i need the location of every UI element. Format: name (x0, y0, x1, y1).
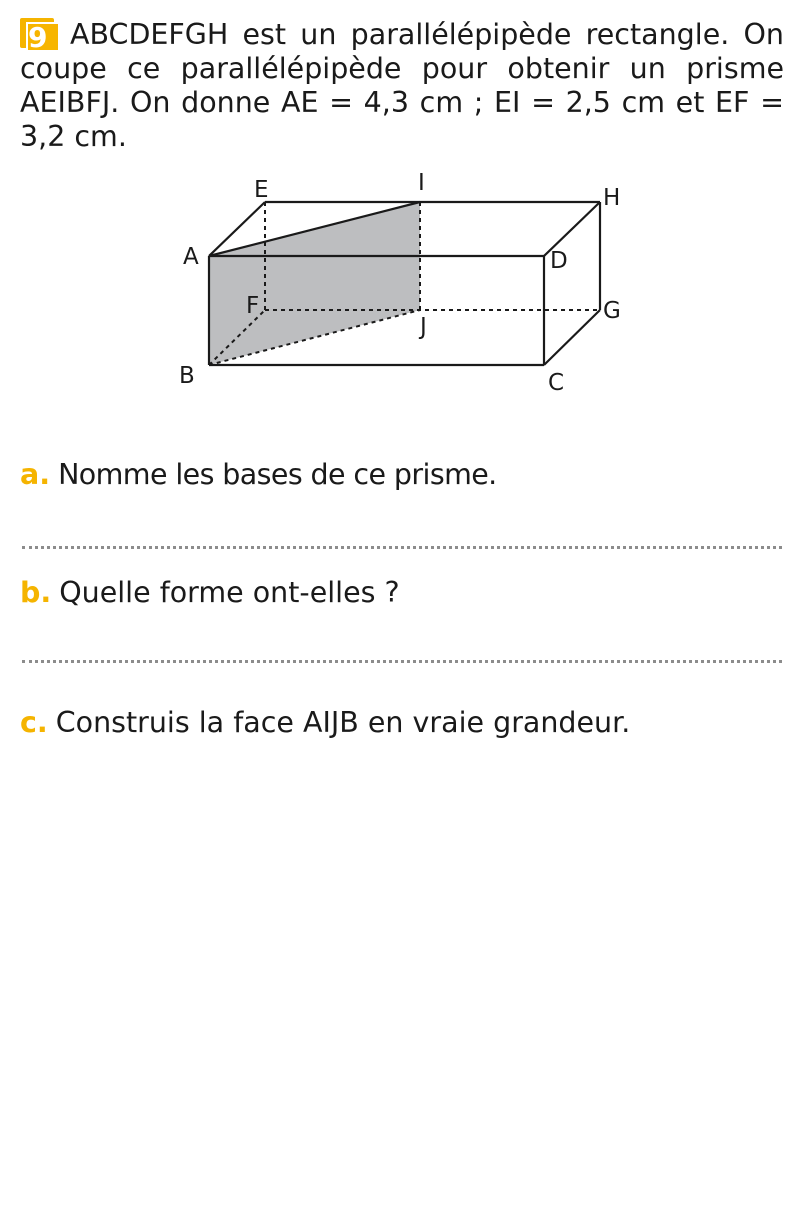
exercise-statement-text: ABCDEFGH est un parallélépipède rectangle. On coupe ce parallélépipède pour obtenir un prisme AEIBFJ. On donne AE = 4,3 cm ; EI = 2,5 cm et EF = 3,2 cm. (20, 18, 784, 153)
label-J: J (420, 314, 427, 340)
label-I: I (418, 170, 425, 196)
label-A: A (183, 244, 199, 270)
question-a-text: Nomme les bases de ce prisme. (58, 458, 497, 491)
label-G: G (603, 298, 621, 324)
label-E: E (254, 177, 269, 203)
question-b (20, 576, 400, 610)
question-c-text: Construis la face AIJB en vraie grandeur. (55, 706, 631, 739)
edge-CG (544, 310, 600, 365)
question-c (20, 706, 630, 740)
answer-line-b[interactable] (22, 660, 782, 663)
prism-figure (0, 0, 803, 420)
label-B: B (179, 363, 195, 389)
answer-line-a[interactable] (22, 546, 782, 549)
label-F: F (246, 293, 260, 319)
exercise-number: 9 (26, 22, 60, 52)
question-b-letter: b. (20, 576, 52, 609)
question-b-text: Quelle forme ont-elles ? (59, 576, 400, 609)
question-a-letter: a. (20, 458, 51, 491)
question-a (20, 458, 497, 492)
label-H: H (603, 185, 621, 211)
question-c-letter: c. (20, 706, 48, 739)
label-C: C (548, 370, 565, 396)
label-D: D (550, 248, 568, 274)
